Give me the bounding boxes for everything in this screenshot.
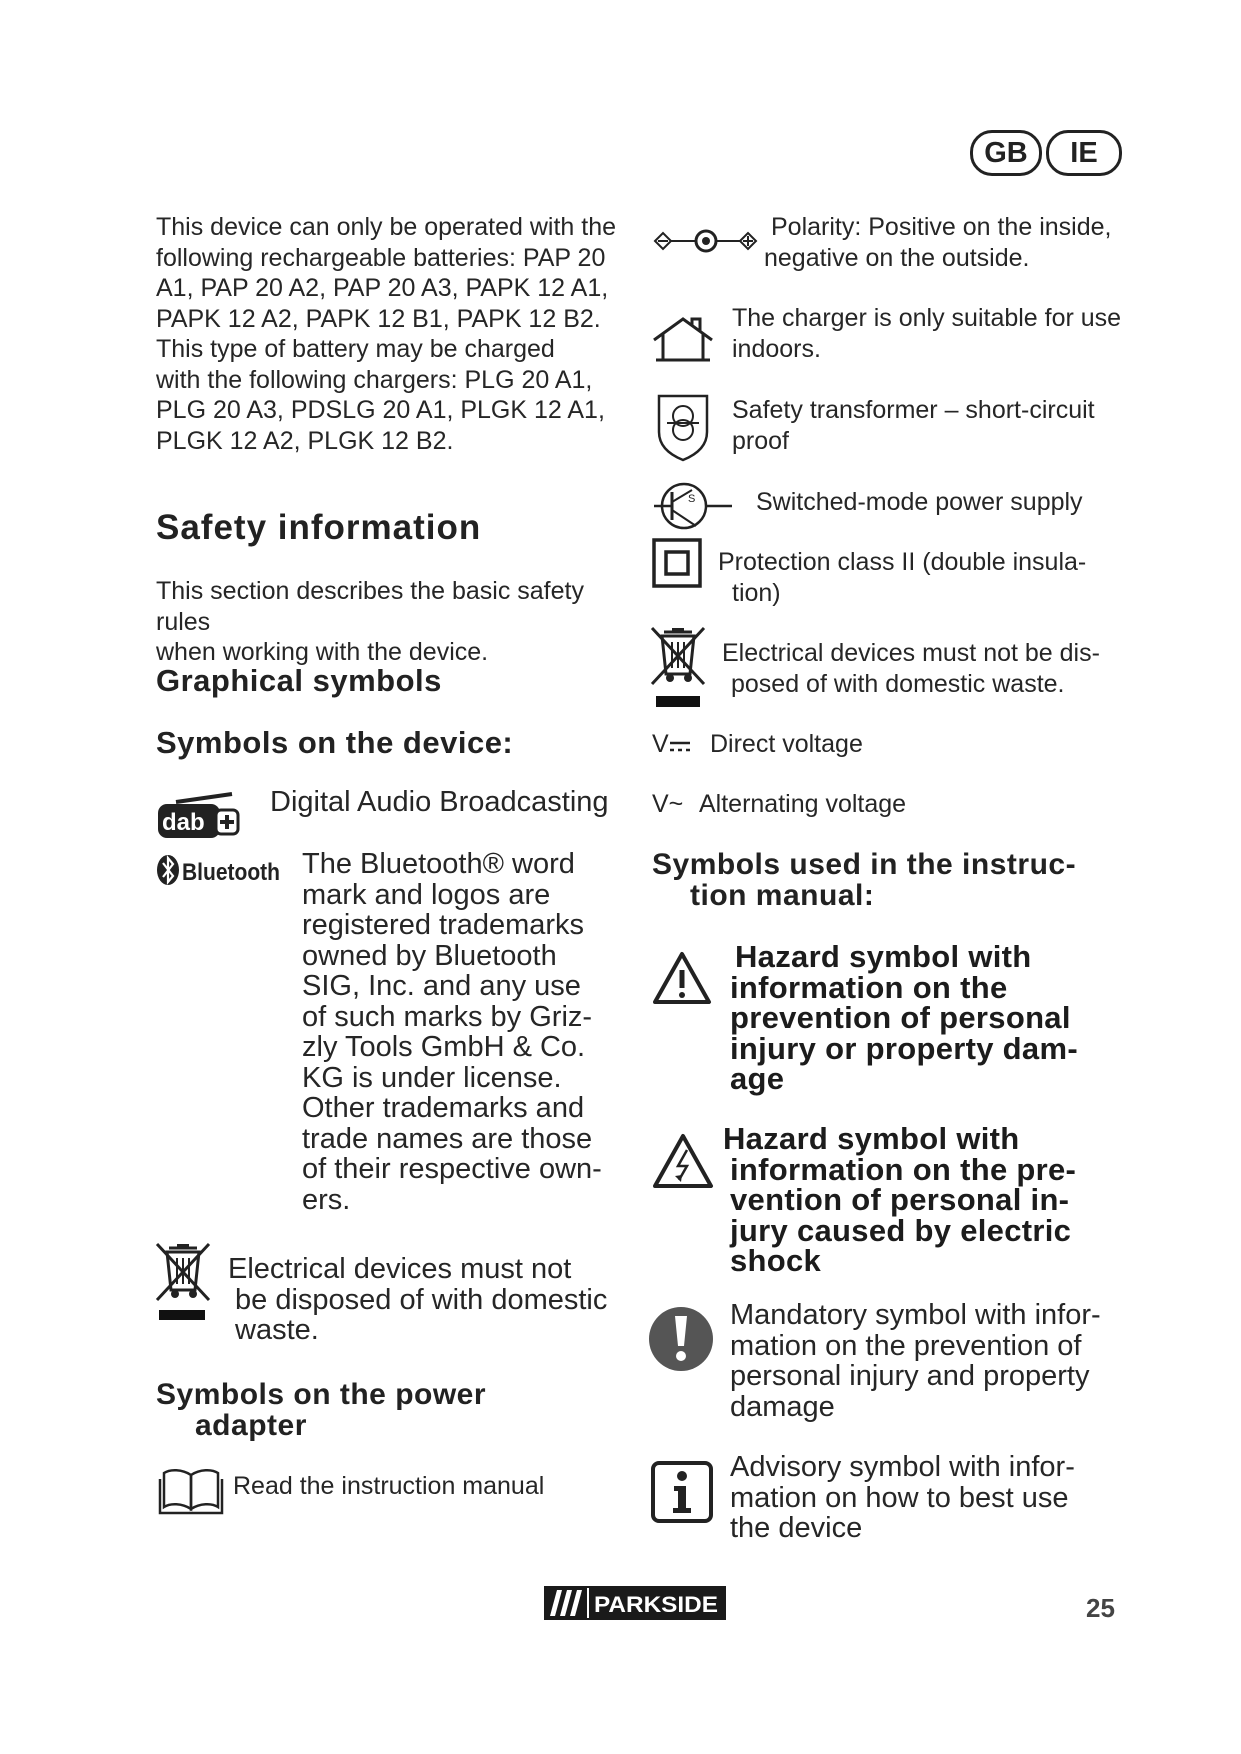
text-line: Mandatory symbol with infor- <box>730 1299 1101 1331</box>
heading-line: adapter <box>195 1408 307 1442</box>
text-line: KG is under license. <box>302 1061 562 1094</box>
text-line: SIG, Inc. and any use <box>302 970 581 1002</box>
country-badge-gb: GB <box>970 130 1042 176</box>
text-line: Hazard symbol with <box>723 1121 1020 1156</box>
read-manual-label: Read the instruction manual <box>233 1472 545 1500</box>
text-line: Other trademarks and <box>302 1092 585 1124</box>
text-line: Protection class II (double insula- <box>718 548 1087 576</box>
text-line: The Bluetooth® word <box>302 848 575 880</box>
polarity-text <box>764 212 1111 273</box>
dc-lines-icon <box>669 740 691 754</box>
text-line: damage <box>730 1390 835 1423</box>
svg-text:S: S <box>688 493 696 505</box>
text-line: of their respective own- <box>302 1153 602 1185</box>
text-line: following rechargeable batteries: PAP 20 <box>156 243 606 272</box>
brand-name: PARKSIDE <box>594 1592 718 1617</box>
indoor-text <box>732 303 1121 364</box>
protection-text <box>718 547 1086 608</box>
text-line: Electrical devices must not <box>228 1253 572 1285</box>
heading-line: Symbols on the power <box>156 1378 487 1411</box>
dab-label: Digital Audio Broadcasting <box>270 786 609 818</box>
transformer-text <box>732 395 1095 456</box>
text-line: zly Tools GmbH & Co. <box>302 1031 586 1063</box>
device-symbols-heading: Symbols on the device: <box>156 725 514 760</box>
text-line: the device <box>730 1512 863 1544</box>
power-adapter-heading <box>156 1380 486 1441</box>
ac-text: Alternating voltage <box>699 790 907 818</box>
hazard-electric-text <box>723 1121 1077 1278</box>
crossed-bin-icon <box>650 626 706 708</box>
text-line: This type of battery may be charged <box>156 335 555 363</box>
text-line: PLGK 12 A2, PLGK 12 B2. <box>156 426 454 455</box>
text-line: when working with the device. <box>156 638 489 666</box>
heading-line: tion manual: <box>690 878 875 912</box>
mandatory-exclamation-icon <box>648 1306 714 1372</box>
polarity-icon <box>652 228 760 254</box>
mandatory-text <box>730 1300 1101 1422</box>
text-line: jury caused by electric <box>730 1212 1072 1248</box>
protection-class-ii-icon <box>651 537 703 589</box>
house-icon <box>652 316 714 364</box>
weee-left-text <box>228 1254 628 1346</box>
svg-text:dab: dab <box>162 809 205 836</box>
text-line: prevention of personal <box>730 1000 1071 1035</box>
crossed-bin-icon <box>155 1242 211 1322</box>
symbol-text: V <box>652 730 669 758</box>
text-line: The charger is only suitable for use <box>732 304 1122 332</box>
text-line: PLG 20 A3, PDSLG 20 A1, PLGK 12 A1, <box>156 396 605 424</box>
text-line: mark and logos are <box>302 878 551 911</box>
ac-symbol: V~ <box>652 790 684 818</box>
text-line: age <box>730 1061 785 1096</box>
safety-intro <box>156 576 636 668</box>
text-line: proof <box>732 426 789 455</box>
text-line: waste. <box>235 1314 319 1346</box>
switched-mode-psu-icon <box>652 478 734 534</box>
bluetooth-logo-icon <box>156 852 286 888</box>
text-line: trade names are those <box>302 1122 593 1155</box>
text-line: mation on how to best use <box>730 1481 1069 1514</box>
parkside-logo <box>544 1586 726 1620</box>
intro-paragraph <box>156 212 626 456</box>
info-icon <box>650 1460 714 1524</box>
text-line: personal injury and property <box>730 1360 1090 1392</box>
text-line: information on the pre- <box>730 1151 1077 1187</box>
text-line: mation on the prevention of <box>730 1329 1082 1362</box>
text-line: Safety transformer – short-circuit <box>732 396 1095 424</box>
manual-symbols-heading <box>652 850 1076 911</box>
dab-logo-icon <box>156 792 242 840</box>
text-line: Hazard symbol with <box>735 939 1032 974</box>
weee-right-text <box>722 638 1100 699</box>
graphical-symbols-heading: Graphical symbols <box>156 663 442 698</box>
text-line: Polarity: Positive on the inside, <box>771 213 1112 241</box>
country-badge-ie: IE <box>1046 130 1122 176</box>
text-line: information on the <box>730 969 1008 1005</box>
text-line: vention of personal in- <box>730 1182 1070 1217</box>
text-line: be disposed of with domestic <box>235 1283 608 1316</box>
dc-symbol <box>652 729 691 760</box>
hazard-general-text <box>730 939 1078 1096</box>
text-line: injury or property dam- <box>730 1030 1078 1066</box>
open-book-icon <box>158 1467 224 1517</box>
smps-text: Switched-mode power supply <box>756 488 1083 516</box>
safety-transformer-icon <box>655 392 711 462</box>
text-line: negative on the outside. <box>764 243 1030 272</box>
advisory-text <box>730 1452 1075 1544</box>
heading-line: Symbols used in the instruc- <box>652 848 1077 881</box>
dc-text: Direct voltage <box>710 730 863 758</box>
bluetooth-text <box>302 849 632 880</box>
warning-triangle-icon <box>651 950 713 1006</box>
text-line: This device can only be operated with the <box>156 213 616 241</box>
page-number: 25 <box>1086 1593 1115 1623</box>
text-line: indoors. <box>732 334 821 363</box>
text-line: registered trademarks <box>302 909 585 941</box>
text-line: of such marks by Griz- <box>302 1000 593 1033</box>
text-line: shock <box>730 1243 822 1278</box>
text-line: A1, PAP 20 A2, PAP 20 A3, PAPK 12 A1, <box>156 274 609 302</box>
text-line: Electrical devices must not be dis- <box>722 639 1100 667</box>
text-line: This section describes the basic safety rules <box>156 577 584 636</box>
text-line: with the following chargers: PLG 20 A1, <box>156 365 593 394</box>
electric-shock-warning-icon <box>651 1132 715 1190</box>
bluetooth-text-cont <box>302 880 632 1216</box>
text-line: Advisory symbol with infor- <box>730 1451 1075 1483</box>
text-line: PAPK 12 A2, PAPK 12 B1, PAPK 12 B2. <box>156 304 601 333</box>
text-line: owned by Bluetooth <box>302 939 557 972</box>
svg-text:Bluetooth: Bluetooth <box>182 859 280 886</box>
safety-heading: Safety information <box>156 508 482 547</box>
text-line: tion) <box>732 578 781 607</box>
text-line: ers. <box>302 1183 351 1216</box>
text-line: posed of with domestic waste. <box>731 669 1065 698</box>
